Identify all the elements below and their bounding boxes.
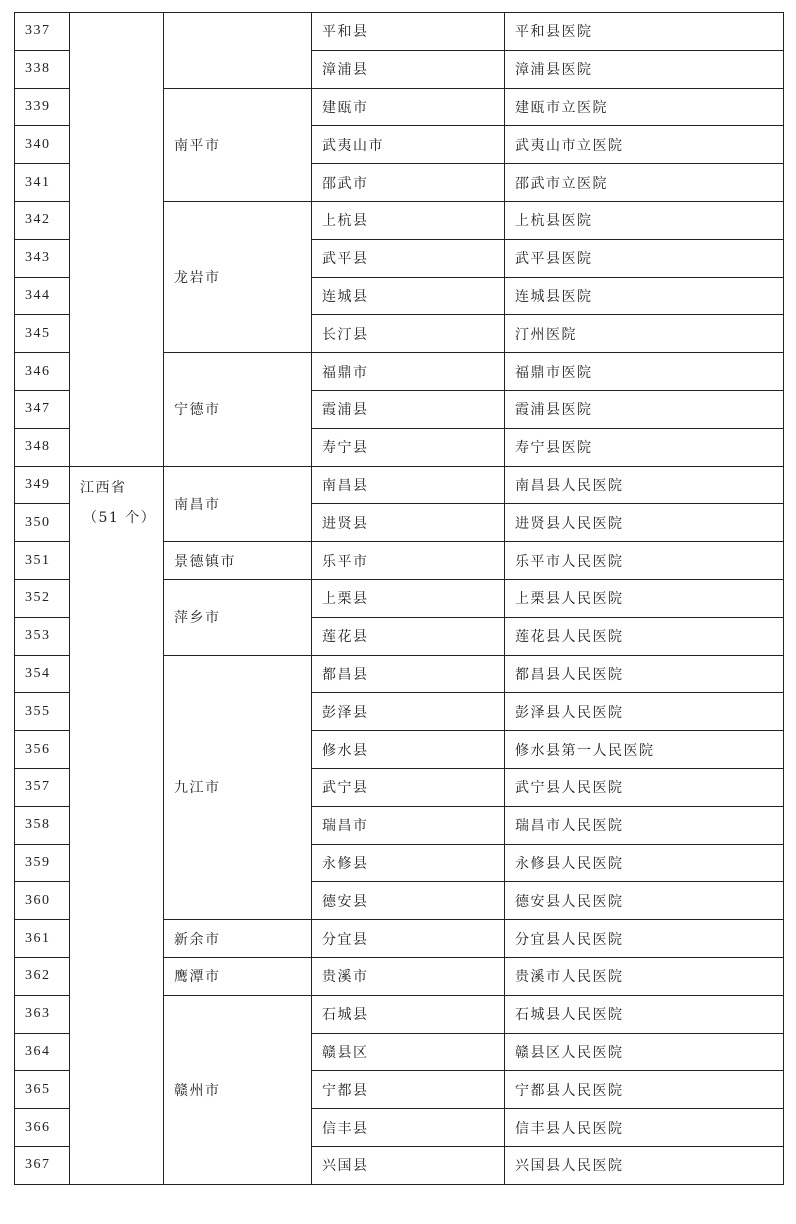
county-cell: 平和县 xyxy=(312,13,505,51)
hospital-cell: 彭泽县人民医院 xyxy=(505,693,784,731)
county-cell: 贵溪市 xyxy=(312,957,505,995)
row-number: 366 xyxy=(15,1109,70,1147)
hospital-cell: 建瓯市立医院 xyxy=(505,88,784,126)
county-cell: 南昌县 xyxy=(312,466,505,504)
county-cell: 霞浦县 xyxy=(312,390,505,428)
city-cell-continued xyxy=(164,13,312,89)
county-cell: 莲花县 xyxy=(312,617,505,655)
row-number: 350 xyxy=(15,504,70,542)
row-number: 347 xyxy=(15,390,70,428)
row-number: 354 xyxy=(15,655,70,693)
row-number: 355 xyxy=(15,693,70,731)
hospital-cell: 寿宁县医院 xyxy=(505,428,784,466)
row-number: 349 xyxy=(15,466,70,504)
row-number: 363 xyxy=(15,995,70,1033)
hospital-cell: 莲花县人民医院 xyxy=(505,617,784,655)
city-cell: 龙岩市 xyxy=(164,201,312,352)
county-cell: 石城县 xyxy=(312,995,505,1033)
hospital-cell: 上栗县人民医院 xyxy=(505,579,784,617)
hospital-cell: 上杭县医院 xyxy=(505,201,784,239)
county-cell: 彭泽县 xyxy=(312,693,505,731)
city-cell: 九江市 xyxy=(164,655,312,920)
row-number: 351 xyxy=(15,542,70,580)
row-number: 338 xyxy=(15,50,70,88)
row-number: 337 xyxy=(15,13,70,51)
row-number: 353 xyxy=(15,617,70,655)
row-number: 352 xyxy=(15,579,70,617)
county-cell: 连城县 xyxy=(312,277,505,315)
row-number: 364 xyxy=(15,1033,70,1071)
hospital-cell: 进贤县人民医院 xyxy=(505,504,784,542)
hospital-cell: 都昌县人民医院 xyxy=(505,655,784,693)
hospital-cell: 贵溪市人民医院 xyxy=(505,957,784,995)
province-cell-fujian-continued xyxy=(70,13,164,467)
county-cell: 宁都县 xyxy=(312,1071,505,1109)
hospital-cell: 邵武市立医院 xyxy=(505,164,784,202)
hospital-cell: 石城县人民医院 xyxy=(505,995,784,1033)
county-cell: 修水县 xyxy=(312,731,505,769)
county-cell: 武夷山市 xyxy=(312,126,505,164)
row-number: 361 xyxy=(15,920,70,958)
hospital-cell: 信丰县人民医院 xyxy=(505,1109,784,1147)
county-cell: 进贤县 xyxy=(312,504,505,542)
hospital-cell: 武夷山市立医院 xyxy=(505,126,784,164)
row-number: 343 xyxy=(15,239,70,277)
city-cell: 南昌市 xyxy=(164,466,312,542)
county-cell: 武平县 xyxy=(312,239,505,277)
hospital-cell: 乐平市人民医院 xyxy=(505,542,784,580)
hospital-list-table xyxy=(14,12,784,1185)
city-cell: 新余市 xyxy=(164,920,312,958)
hospital-cell: 连城县医院 xyxy=(505,277,784,315)
row-number: 344 xyxy=(15,277,70,315)
row-number: 342 xyxy=(15,201,70,239)
row-number: 358 xyxy=(15,806,70,844)
hospital-cell: 瑞昌市人民医院 xyxy=(505,806,784,844)
row-number: 367 xyxy=(15,1146,70,1184)
county-cell: 兴国县 xyxy=(312,1146,505,1184)
county-cell: 上杭县 xyxy=(312,201,505,239)
county-cell: 乐平市 xyxy=(312,542,505,580)
hospital-cell: 德安县人民医院 xyxy=(505,882,784,920)
county-cell: 武宁县 xyxy=(312,768,505,806)
hospital-cell: 平和县医院 xyxy=(505,13,784,51)
province-cell xyxy=(70,466,164,1184)
hospital-cell: 永修县人民医院 xyxy=(505,844,784,882)
hospital-cell: 南昌县人民医院 xyxy=(505,466,784,504)
hospital-cell: 汀州医院 xyxy=(505,315,784,353)
row-number: 365 xyxy=(15,1071,70,1109)
hospital-cell: 福鼎市医院 xyxy=(505,353,784,391)
county-cell: 德安县 xyxy=(312,882,505,920)
row-number: 348 xyxy=(15,428,70,466)
row-number: 341 xyxy=(15,164,70,202)
county-cell: 都昌县 xyxy=(312,655,505,693)
hospital-cell: 兴国县人民医院 xyxy=(505,1146,784,1184)
city-cell: 萍乡市 xyxy=(164,579,312,655)
city-cell: 景德镇市 xyxy=(164,542,312,580)
row-number: 339 xyxy=(15,88,70,126)
city-cell: 南平市 xyxy=(164,88,312,201)
county-cell: 建瓯市 xyxy=(312,88,505,126)
hospital-cell: 漳浦县医院 xyxy=(505,50,784,88)
county-cell: 福鼎市 xyxy=(312,353,505,391)
row-number: 359 xyxy=(15,844,70,882)
city-cell: 宁德市 xyxy=(164,353,312,466)
county-cell: 寿宁县 xyxy=(312,428,505,466)
row-number: 356 xyxy=(15,731,70,769)
row-number: 345 xyxy=(15,315,70,353)
county-cell: 分宜县 xyxy=(312,920,505,958)
hospital-cell: 霞浦县医院 xyxy=(505,390,784,428)
hospital-cell: 武平县医院 xyxy=(505,239,784,277)
county-cell: 永修县 xyxy=(312,844,505,882)
hospital-cell: 宁都县人民医院 xyxy=(505,1071,784,1109)
county-cell: 赣县区 xyxy=(312,1033,505,1071)
row-number: 340 xyxy=(15,126,70,164)
county-cell: 信丰县 xyxy=(312,1109,505,1147)
row-number: 357 xyxy=(15,768,70,806)
row-number: 360 xyxy=(15,882,70,920)
hospital-cell: 修水县第一人民医院 xyxy=(505,731,784,769)
city-cell: 赣州市 xyxy=(164,995,312,1184)
county-cell: 邵武市 xyxy=(312,164,505,202)
city-cell: 鹰潭市 xyxy=(164,957,312,995)
hospital-cell: 分宜县人民医院 xyxy=(505,920,784,958)
table-row xyxy=(15,466,784,504)
county-cell: 瑞昌市 xyxy=(312,806,505,844)
county-cell: 上栗县 xyxy=(312,579,505,617)
province-name: 江西省 xyxy=(80,479,127,496)
province-count: （51 个） xyxy=(83,509,157,526)
hospital-cell: 赣县区人民医院 xyxy=(505,1033,784,1071)
row-number: 346 xyxy=(15,353,70,391)
hospital-cell: 武宁县人民医院 xyxy=(505,768,784,806)
county-cell: 漳浦县 xyxy=(312,50,505,88)
row-number: 362 xyxy=(15,957,70,995)
county-cell: 长汀县 xyxy=(312,315,505,353)
table-row xyxy=(15,13,784,51)
